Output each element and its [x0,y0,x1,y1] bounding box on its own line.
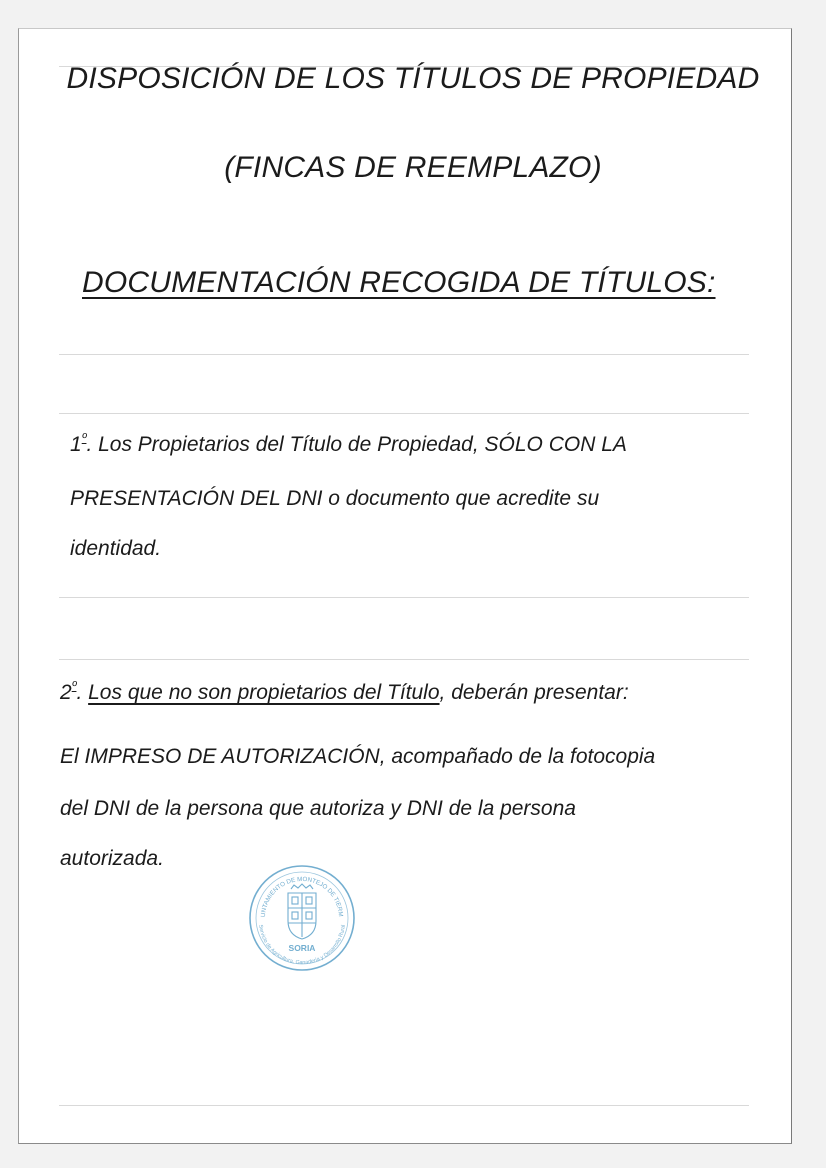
item2-line1 [60,678,629,705]
seal-icon [247,863,357,973]
coat-of-arms-icon [288,884,316,939]
item2-line4: autorizada. [60,847,164,870]
scan-artifact-line [59,1105,749,1106]
item1-line2: PRESENTACIÓN DEL DNI o documento que acredite su [70,487,600,510]
item1-text: . Los Propietarios del Título de Propiedad, SÓLO CON LA [86,433,627,456]
item2-line2: El IMPRESO DE AUTORIZACIÓN, acompañado de la fotocopia [60,745,656,768]
document-subtitle: (FINCAS DE REEMPLAZO) [224,151,602,184]
item2-underlined-text: Los que no son propietarios del Título [88,681,440,704]
item2-number: 2 [60,681,72,704]
item1-ordinal: º [81,430,87,445]
item1-line1 [70,430,730,457]
document-title: DISPOSICIÓN DE LOS TÍTULOS DE PROPIEDAD [66,62,760,95]
item1-number: 1 [70,433,82,456]
item2-ordinal: º [71,678,77,693]
seal-top-text: UNTAMIENTO DE MONTEJO DE TIERM [259,875,345,918]
scan-artifact-line [59,659,749,660]
item2-sep: . [76,681,83,704]
seal-city-text: SORIA [288,943,316,953]
scan-artifact-line [59,413,749,414]
scan-artifact-line [59,597,749,598]
scan-artifact-line [59,354,749,355]
official-seal [247,863,357,973]
section-heading: DOCUMENTACIÓN RECOGIDA DE TÍTULOS: [82,266,716,299]
item1-line3: identidad. [70,537,162,560]
item2-text: , deberán presentar: [439,681,629,704]
item2-line3: del DNI de la persona que autoriza y DNI de la persona [60,797,576,820]
document-page [18,28,792,1144]
seal-bottom-text: Servicio de Agricultura, Ganadería y Desarrollo Rural [257,924,347,967]
